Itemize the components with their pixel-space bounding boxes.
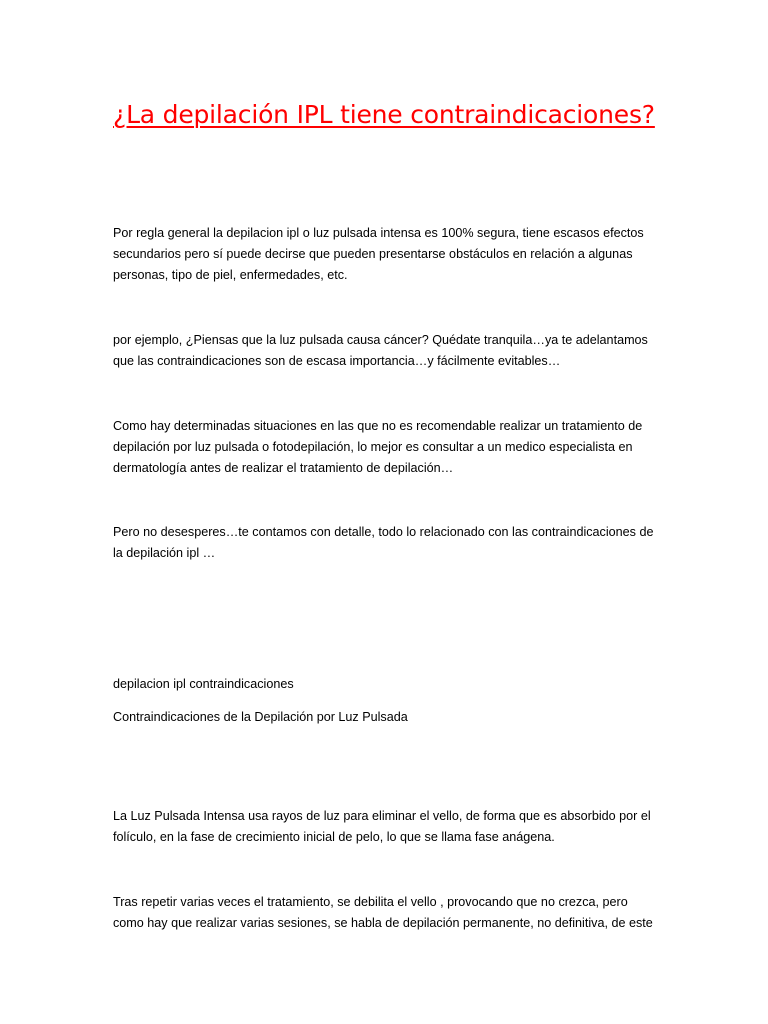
section-heading-contraindications: Contraindicaciones de la Depilación por Luz Pulsada xyxy=(113,710,408,724)
paragraph-details-intro: Pero no desesperes…te contamos con detalle, todo lo relacionado con las contraindicaciones de la depilación ipl … xyxy=(113,525,654,560)
paragraph-how-ipl-works: La Luz Pulsada Intensa usa rayos de luz para eliminar el vello, de forma que es absorbido por el folículo, en la fase de crecimiento inicial de pelo, lo que se llama fase anágena. xyxy=(113,809,651,844)
paragraph-keyword-line: depilacion ipl contraindicaciones xyxy=(113,677,294,691)
paragraph-cancer-question: por ejemplo, ¿Piensas que la luz pulsada causa cáncer? Quédate tranquila…ya te adelantamos que las contraindicaciones son de escasa importancia…y fácilmente evitables… xyxy=(113,333,648,368)
paragraph-consult-dermatologist: Como hay determinadas situaciones en las que no es recomendable realizar un tratamiento de depilación por luz pulsada o fotodepilación, lo mejor es consultar a un medico especialista en dermatología antes de realizar el tratamiento de depilación… xyxy=(113,419,643,475)
paragraph-repeat-treatment: Tras repetir varias veces el tratamiento, se debilita el vello , provocando que no crezca, pero como hay que realizar varias sesiones, se habla de depilación permanente, no definitiva, de este xyxy=(113,895,653,930)
paragraph-general-safety: Por regla general la depilacion ipl o luz pulsada intensa es 100% segura, tiene escasos efectos secundarios pero sí puede decirse que pueden presentarse obstáculos en relación a algunas personas, tipo de piel, enfermedades, etc. xyxy=(113,226,644,282)
page-title: ¿La depilación IPL tiene contraindicaciones? xyxy=(113,100,655,129)
